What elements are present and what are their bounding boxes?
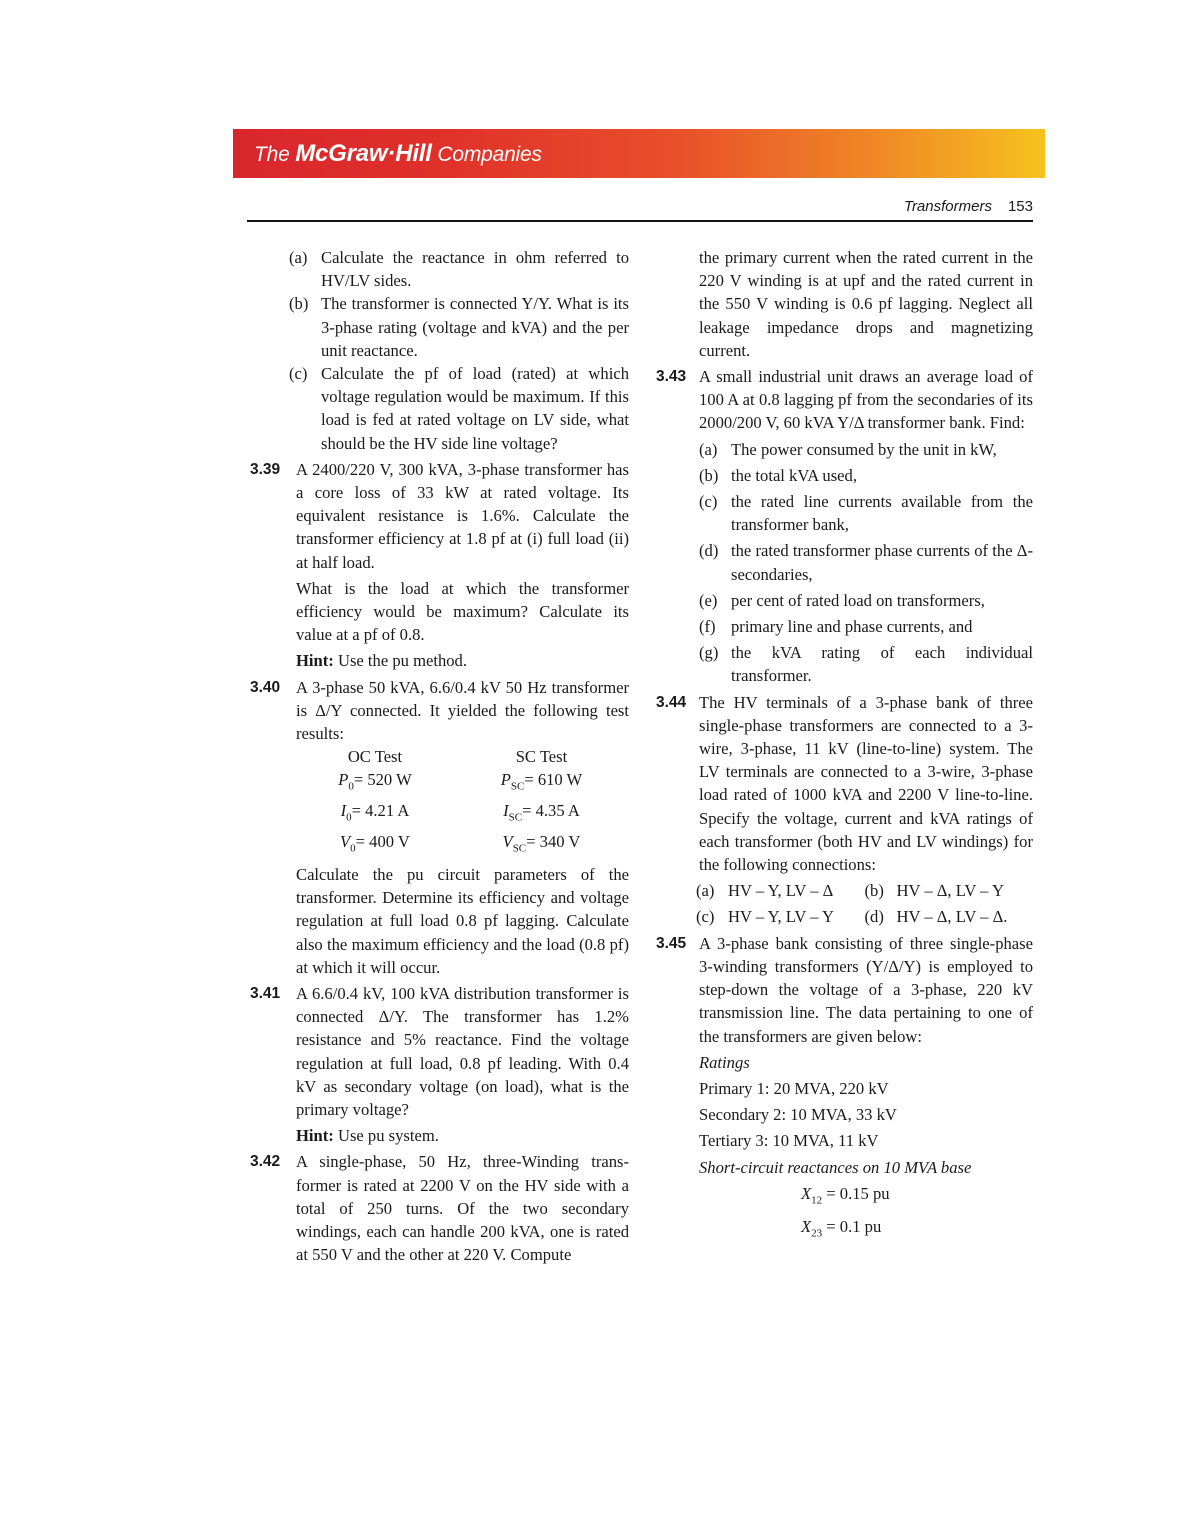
problem-number: 3.44: [656, 693, 687, 711]
list-item: [250, 362, 629, 455]
sc-value: $P_{SC}= 610$ W: [500, 770, 583, 793]
test-results-table: [296, 745, 629, 860]
item-label: (c): [699, 492, 718, 512]
list-item: [696, 879, 865, 902]
item-text: the kVA rating of each individual transformer.: [731, 643, 1033, 686]
item-text: HV – Δ, LV – Δ.: [896, 907, 1008, 927]
problem-number: 3.41: [250, 985, 281, 1003]
hint-label: Hint:: [296, 651, 334, 671]
problem-3-45: [656, 932, 1033, 1048]
problem-number: 3.45: [656, 934, 687, 952]
rating-line: Tertiary 3: 10 MVA, 11 kV: [699, 1131, 879, 1151]
list-item: [250, 292, 629, 362]
list-item: [865, 879, 1034, 902]
rating-line: Secondary 2: 10 MVA, 33 kV: [699, 1105, 897, 1125]
ratings-heading: Ratings: [699, 1052, 750, 1072]
item-label: (a): [699, 439, 718, 459]
problem-text: A 3-phase 50 kVA, 6.6/0.4 kV 50 Hz transformer is Δ/Y connected. It yielded the following test results:: [296, 677, 629, 744]
right-column: [656, 246, 1033, 1246]
problem-text: A 2400/220 V, 300 kVA, 3-phase transformer has a core loss of 33 kW at rated voltage. Its equivalent resistance is 1.6%. Calculate the transformer efficiency at 1.8 pf at (i) full load (ii) at half load.: [296, 459, 629, 572]
problem-3-41: [250, 982, 629, 1121]
logo-prefix: The: [254, 142, 296, 166]
list-item: [656, 615, 1033, 638]
list-item: [656, 438, 1033, 461]
item-label: (c): [289, 364, 308, 384]
oc-test-header: OC Test: [347, 747, 403, 767]
publisher-logo: [254, 140, 542, 168]
list-item: [656, 539, 1033, 585]
header-rule: [247, 220, 1033, 222]
problem-number: 3.40: [250, 678, 281, 696]
equation-x23: $X_{23} = 0.1$ pu: [801, 1217, 882, 1240]
problem-text: Calculate the pu circuit parameters of the transformer. Determine its efficiency and voltage regulation at full load 0.8 pf lagging. Calculate also the maximum efficiency and the load (0.8 pf) at which it will occur.: [296, 865, 629, 977]
item-text: HV – Δ, LV – Y: [896, 881, 1004, 901]
logo-brand: McGraw·Hill: [295, 139, 432, 167]
problem-number: 3.39: [250, 460, 281, 478]
problem-number: 3.43: [656, 368, 687, 386]
logo-suffix: Companies: [431, 142, 542, 166]
problem-text: A 3-phase bank consisting of three single-phase 3-winding transformers (Y/Δ/Y) is employed to step-down the voltage of a 3-phase, 220 kV transmission line. The data pertaining to one of the transformers are given below:: [699, 933, 1033, 1046]
list-item: [656, 589, 1033, 612]
problem-3-43: [656, 365, 1033, 435]
connection-row: [656, 905, 1033, 928]
item-text: the rated line currents available from the transformer bank,: [731, 492, 1033, 535]
sc-test-header: SC Test: [515, 747, 568, 767]
item-label: (d): [699, 541, 719, 561]
connection-row: [656, 879, 1033, 902]
oc-value: $I_0= 4.21$ A: [340, 800, 410, 824]
item-label: (b): [864, 881, 884, 901]
list-item: [250, 246, 629, 292]
list-item: [696, 905, 865, 928]
item-label: (a): [696, 881, 715, 901]
reactance-heading: Short-circuit reactances on 10 MVA base: [699, 1157, 972, 1177]
problem-text: the primary current when the rated current in the 220 V winding is at upf and the rated current in the 550 V winding is 0.6 pf lagging. Neglect all leakage impedance drops and magnetizing current.: [699, 248, 1033, 360]
rating-line: Primary 1: 20 MVA, 220 kV: [699, 1078, 889, 1098]
item-text: HV – Y, LV – Δ: [728, 881, 834, 901]
item-text: HV – Y, LV – Y: [728, 907, 835, 927]
problem-text: The HV terminals of a 3-phase bank of three single-phase transformers are connected to a 3-wire, 3-phase, 11 kV (line-to-line) system. The LV terminals are connected to a 3-wire, 3-phase load rated of 1000 kVA and 2200 V line-to-line. Specify the voltage, current and kVA ratings of each transformer (both HV and LV windings) for the following connections:: [699, 692, 1033, 875]
running-head: [904, 198, 1033, 215]
hint: [296, 649, 629, 672]
item-text: Calculate the pf of load (rated) at which voltage regulation would be maximum. If this load is fed at rated voltage on LV side, what should be the HV side line voltage?: [321, 364, 629, 453]
list-item: [656, 464, 1033, 487]
list-item: [656, 490, 1033, 536]
sc-value: $V_{SC}= 340$ V: [502, 831, 581, 854]
item-label: (c): [696, 907, 715, 927]
equation-x12: $X_{12} = 0.15$ pu: [801, 1183, 890, 1207]
item-label: (f): [699, 617, 716, 637]
problem-3-44: [656, 691, 1033, 877]
item-label: (e): [699, 590, 718, 610]
hint-text: Use pu system.: [333, 1126, 439, 1146]
item-text: the rated transformer phase currents of the Δ-secondaries,: [731, 541, 1033, 584]
item-text: the total kVA used,: [731, 465, 857, 485]
item-label: (g): [699, 643, 719, 663]
item-text: The transformer is connected Y/Y. What is its 3-phase rating (voltage and kVA) and the per unit reactance.: [321, 294, 629, 360]
chapter-title: Transformers: [903, 198, 992, 215]
hint: [296, 1124, 629, 1147]
left-column: [250, 246, 629, 1266]
item-label: (b): [289, 294, 309, 314]
item-label: (a): [289, 248, 308, 267]
problem-text: What is the load at which the transformer efficiency would be maximum? Calculate its value at a pf of 0.8.: [296, 578, 629, 645]
oc-value: $V_0= 400$ V: [340, 831, 410, 854]
problem-text: A 6.6/0.4 kV, 100 kVA distribution transformer is connected Δ/Y. The transformer has 1.2% resistance and 5% reactance. Find the voltage regulation at full load, 0.8 pf leading. With 0.4 kV as secondary voltage (on load), what is the primary voltage?: [296, 984, 629, 1120]
problem-3-39: [250, 458, 629, 574]
hint-label: Hint:: [296, 1126, 334, 1146]
item-text: primary line and phase currents, and: [731, 617, 973, 637]
item-text: per cent of rated load on transformers,: [731, 590, 985, 610]
item-label: (b): [699, 465, 719, 485]
item-text: The power consumed by the unit in kW,: [731, 439, 997, 459]
problem-text: A single-phase, 50 Hz, three-Winding trans-former is rated at 2200 V on the HV side with a total of 250 turns. Of the two secondary windings, each can handle 200 kVA, one is rated at 550 V and the other at 220 V. Compute: [296, 1152, 629, 1265]
oc-value: $P_0= 520$ W: [338, 770, 412, 793]
item-label: (d): [864, 907, 884, 927]
problem-3-42: [250, 1150, 629, 1266]
hint-text: Use the pu method.: [333, 651, 468, 671]
list-item: [656, 641, 1033, 687]
problem-number: 3.42: [250, 1153, 281, 1171]
list-item: [865, 905, 1034, 928]
publisher-banner: [233, 129, 1045, 178]
problem-3-40: [250, 676, 629, 746]
page-number: 153: [1007, 198, 1033, 215]
sc-value: $I_{SC}= 4.35$ A: [503, 800, 580, 824]
item-text: Calculate the reactance in ohm referred to HV/LV sides.: [321, 248, 629, 291]
problem-text: A small industrial unit draws an average load of 100 A at 0.8 lagging pf from the secondaries of its 2000/200 V, 60 kVA Y/Δ transformer bank. Find:: [699, 367, 1033, 433]
